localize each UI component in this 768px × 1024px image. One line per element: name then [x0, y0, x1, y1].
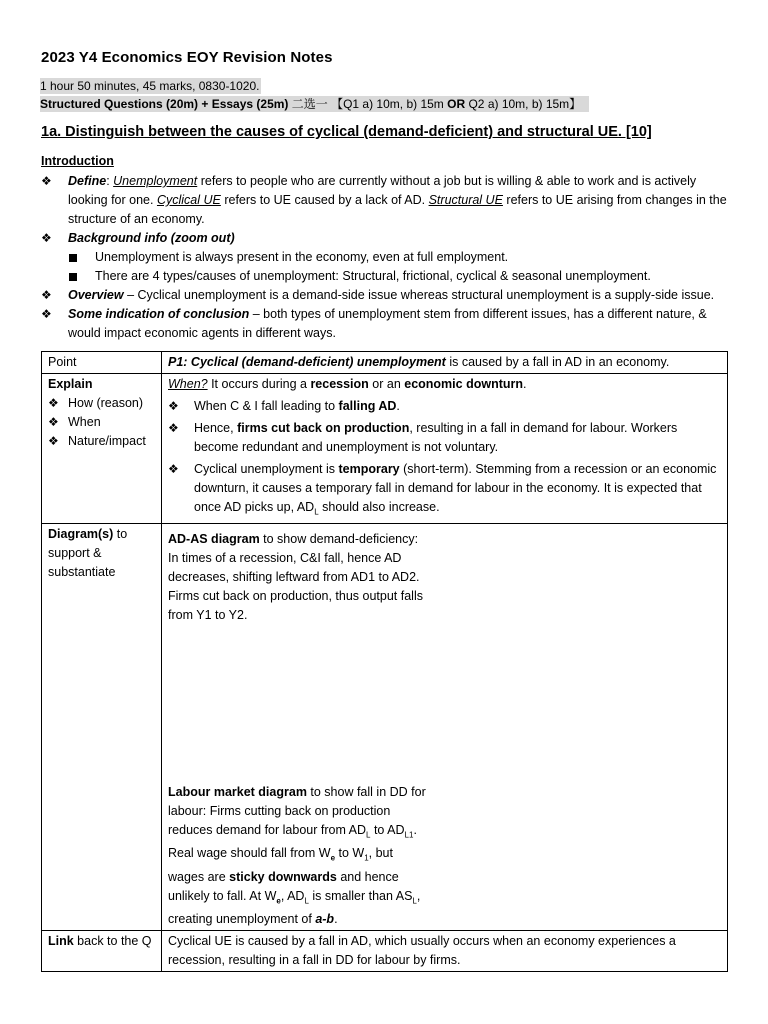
labour-market-text: Labour market diagram to show fall in DD for labour: Firms cutting back on production reduces demand for labour from $AD_L$ to $AD_{L1}$. Real wage should fall from $W_e$ to $W_1$, but wages are sticky downwards and hence unlikely to fall. At $W_e$, $AD_L$ is smaller than $AS_L$, creating unemployment of a-b. [168, 784, 426, 926]
explain-label-cell: Explain ❖ How (reason) ❖ When ❖ Nature/impact [42, 374, 162, 524]
table-row-point [42, 352, 728, 374]
intro-conclusion: ❖ Some indication of conclusion – both types of unemployment stem from different issues, has a different nature, & would impact economic agents in different ways. [41, 307, 707, 340]
intro-background: ❖ Background info (zoom out) [41, 229, 731, 248]
diamond-bullet-icon: ❖ [168, 399, 179, 413]
diagram-label-cell: Diagram(s) to support & substantiate [42, 523, 162, 931]
exam-info-line2: Structured Questions (20m) + Essays (25m) 二选一 【Q1 a) 10m, b) 15m OR Q2 a) 10m, b) 15m】 [40, 96, 589, 112]
square-bullet-icon [69, 254, 77, 262]
diamond-bullet-icon: ❖ [41, 288, 52, 302]
link-content: Cyclical UE is caused by a fall in AD, which usually occurs when an economy experiences a recession, resulting in a fall in DD for labour by firms. [162, 931, 728, 972]
point-label: Point [42, 352, 162, 374]
intro-section [41, 172, 731, 343]
document-title: 2023 Y4 Economics EOY Revision Notes [41, 49, 333, 66]
explain-content: When? It occurs during a recession or an economic downturn. ❖ When C & I fall leading to falling AD. ❖ Hence, firms cut back on production, resulting in a fall in demand for labour. Workers become redundant and unemployment is not voluntary. ❖ Cyclical unemployment is temporary (short-term). Stemming from a recession or an economic downturn, it causes a temporary fall in demand for labour in the economy. It is expected that once AD picks up, $AD_L$ should also increase. [162, 374, 728, 524]
diagram-space [168, 625, 721, 783]
explain-point: ❖ Hence, firms cut back on production, resulting in a fall in demand for labour. Workers become redundant and unemployment is not voluntary. [168, 421, 678, 454]
diamond-bullet-icon: ❖ [41, 231, 52, 245]
diamond-bullet-icon: ❖ [168, 421, 179, 435]
diamond-bullet-icon: ❖ [168, 462, 179, 476]
diamond-bullet-icon: ❖ [48, 434, 59, 448]
diamond-bullet-icon: ❖ [41, 174, 52, 188]
question-heading: 1a. Distinguish between the causes of cyclical (demand-deficient) and structural UE. [10] [41, 124, 652, 140]
diagram-content: AD-AS diagram to show demand-deficiency: In times of a recession, C&I fall, hence AD decreases, shifting leftward from AD1 to AD2. Firms cut back on production, thus output falls from Y1 to Y2. Labour market diagram to show fall in DD for labour: Firms cutting back on production reduces demand for labour from $AD_L$ to $AD_{L1}$. Real wage should fall from $W_e$ to $W_1$, but wages are sticky downwards and hence unlikely to fall. At $W_e$, $AD_L$ is smaller than $AS_L$, creating unemployment of a-b. [162, 523, 728, 931]
square-bullet-icon [69, 273, 77, 281]
answer-table [41, 351, 728, 972]
background-item: Unemployment is always present in the economy, even at full employment. [41, 248, 731, 267]
explain-point: ❖ Cyclical unemployment is temporary (short-term). Stemming from a recession or an economic downturn, it causes a temporary fall in demand for labour in the economy. It is expected that once AD picks up, $AD_L$ should also increase. [168, 462, 717, 517]
list-item: ❖ How (reason) [48, 394, 155, 413]
background-item: There are 4 types/causes of unemployment: Structural, frictional, cyclical & seasonal unemployment. [41, 267, 731, 286]
explain-point: ❖ When C & I fall leading to falling AD. [168, 397, 721, 416]
list-item: ❖ When [48, 413, 155, 432]
intro-define: ❖ Define: Unemployment refers to people who are currently without a job but is willing & able to work and is actively looking for one. Cyclical UE refers to UE caused by a lack of AD. Structural UE refers to UE arising from changes in the structure of an economy. [41, 174, 727, 226]
adas-text: AD-AS diagram to show demand-deficiency: [168, 531, 419, 546]
point-content: P1: Cyclical (demand-deficient) unemployment is caused by a fall in AD in an economy. [162, 352, 728, 374]
table-row-link [42, 931, 728, 972]
table-row-explain [42, 374, 728, 524]
diamond-bullet-icon: ❖ [41, 307, 52, 321]
diamond-bullet-icon: ❖ [48, 396, 59, 410]
table-row-diagram [42, 523, 728, 931]
list-item: ❖ Nature/impact [48, 432, 155, 451]
diamond-bullet-icon: ❖ [48, 415, 59, 429]
intro-overview: ❖ Overview – Cyclical unemployment is a demand-side issue whereas structural unemployment is a supply-side issue. [41, 286, 731, 305]
link-label-cell: Link back to the Q [42, 931, 162, 972]
intro-heading: Introduction [41, 154, 114, 168]
exam-info-line1: 1 hour 50 minutes, 45 marks, 0830-1020. [40, 79, 260, 93]
